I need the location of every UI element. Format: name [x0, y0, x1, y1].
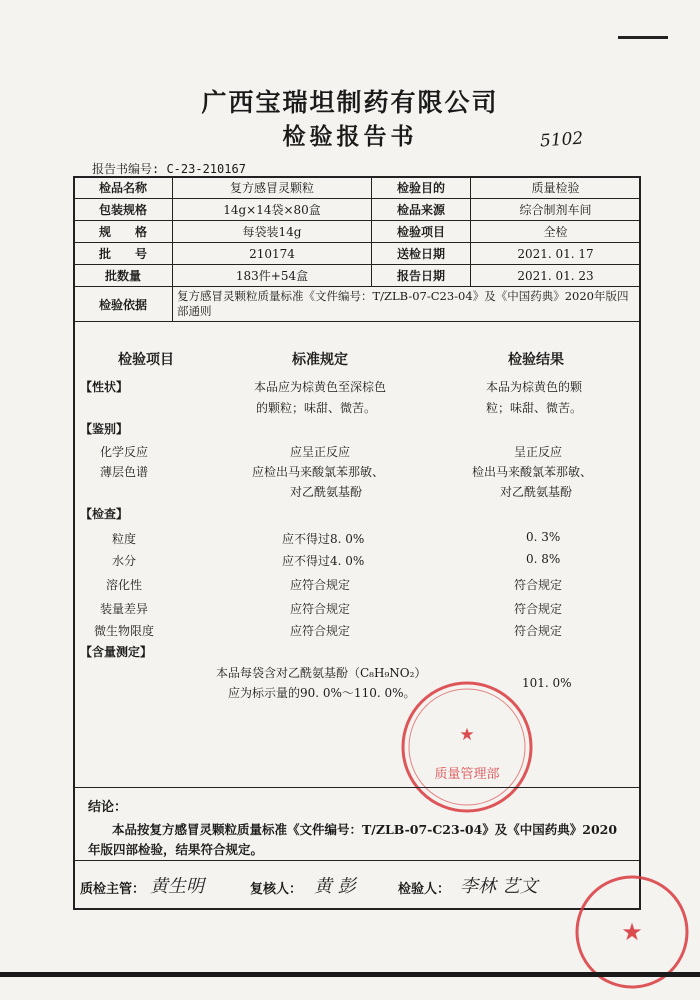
fill-std: 应符合规定 — [290, 602, 351, 616]
table-row — [74, 177, 641, 199]
supervisor-label: 质检主管： — [80, 882, 146, 897]
section-identify: 【鉴别】 — [80, 422, 129, 436]
report-date-value: 2021. 01. 23 — [471, 265, 641, 287]
basis-value: 复方感冒灵颗粒质量标准《文件编号：T/ZLB-07-C23-04》及《中国药典》2020年版四部通则 — [173, 287, 641, 322]
table-row — [74, 221, 641, 243]
spec-label: 规 格 — [74, 221, 173, 243]
product-label: 检品名称 — [74, 177, 173, 199]
divider — [73, 860, 641, 861]
section-assay: 【含量测定】 — [80, 645, 153, 659]
qty-value: 183件+54盒 — [173, 265, 372, 287]
section-check: 【检查】 — [80, 507, 129, 521]
tlc-res-2: 对乙酰氨基酚 — [500, 485, 573, 499]
sol-res: 符合规定 — [514, 578, 563, 592]
table-row — [74, 199, 641, 221]
section-character: 【性状】 — [80, 380, 129, 394]
chem-std: 应呈正反应 — [290, 445, 351, 459]
report-number: 报告书编号: C-23-210167 — [92, 162, 246, 176]
micro-std: 应符合规定 — [290, 624, 351, 638]
batch-value: 210174 — [173, 243, 372, 265]
product-value: 复方感冒灵颗粒 — [173, 177, 372, 199]
character-std-1: 本品应为棕黄色至深棕色 — [254, 380, 387, 394]
micro-item: 微生物限度 — [94, 624, 155, 638]
company-name: 广西宝瑞坦制药有限公司 — [201, 88, 499, 117]
item-label: 检验项目 — [372, 221, 471, 243]
assay-std-1: 本品每袋含对乙酰氨基酚（C₈H₉NO₂） — [216, 666, 427, 680]
col-item-header: 检验项目 — [118, 352, 174, 368]
tlc-std-2: 对乙酰氨基酚 — [290, 485, 363, 499]
reviewer-signature: 黄 彭 — [314, 876, 356, 897]
character-res-1: 本品为棕黄色的颗 — [486, 380, 583, 394]
info-table — [73, 176, 641, 322]
micro-res: 符合规定 — [514, 624, 563, 638]
purpose-label: 检验目的 — [372, 177, 471, 199]
sol-std: 应符合规定 — [290, 578, 351, 592]
conclusion-label: 结论： — [88, 800, 128, 815]
table-row — [74, 265, 641, 287]
handwritten-note: 5102 — [539, 128, 584, 152]
fill-res: 符合规定 — [514, 602, 563, 616]
inspector-signature: 李林 艺文 — [460, 876, 538, 897]
pack-label: 包装规格 — [74, 199, 173, 221]
water-res: 0. 8% — [526, 552, 561, 566]
qty-label: 批数量 — [74, 265, 173, 287]
source-value: 综合制剂车间 — [471, 199, 641, 221]
qa-department-seal — [398, 678, 536, 816]
purpose-value: 质量检验 — [471, 177, 641, 199]
pack-value: 14g×14袋×80盒 — [173, 199, 372, 221]
report-title: 检验报告书 — [282, 123, 418, 150]
send-date-label: 送检日期 — [372, 243, 471, 265]
tlc-res-1: 检出马来酸氯苯那敏、 — [472, 465, 593, 479]
tlc-std-1: 应检出马来酸氯苯那敏、 — [252, 465, 385, 479]
conclusion-text: 本品按复方感冒灵颗粒质量标准《文件编号：T/ZLB-07-C23-04》及《中国药典》2020年版四部检验，结果符合规定。 — [88, 822, 618, 857]
scan-mark — [618, 36, 668, 39]
scan-edge — [0, 972, 700, 977]
report-date-label: 报告日期 — [372, 265, 471, 287]
basis-label: 检验依据 — [74, 287, 173, 322]
supervisor-signature: 黄生明 — [150, 876, 204, 897]
assay-std-2: 应为标示量的90. 0%～110. 0%。 — [228, 686, 416, 700]
sol-item: 溶化性 — [106, 578, 143, 592]
source-label: 检品来源 — [372, 199, 471, 221]
svg-text:★: ★ — [459, 725, 475, 745]
water-item: 水分 — [112, 554, 137, 568]
chem-res: 呈正反应 — [514, 445, 563, 459]
chem-item: 化学反应 — [100, 445, 149, 459]
divider — [73, 787, 641, 788]
character-std-2: 的颗粒；味甜、微苦。 — [256, 401, 377, 415]
tlc-item: 薄层色谱 — [100, 465, 149, 479]
assay-res: 101. 0% — [522, 676, 572, 690]
size-item: 粒度 — [112, 532, 137, 546]
character-res-2: 粒；味甜、微苦。 — [486, 401, 583, 415]
size-std: 应不得过8. 0% — [282, 532, 365, 546]
svg-text:★: ★ — [621, 918, 643, 946]
water-std: 应不得过4. 0% — [282, 554, 365, 568]
item-value: 全检 — [471, 221, 641, 243]
size-res: 0. 3% — [526, 530, 561, 544]
batch-label: 批 号 — [74, 243, 173, 265]
col-standard-header: 标准规定 — [292, 352, 348, 368]
reviewer-label: 复核人： — [250, 882, 303, 897]
col-result-header: 检验结果 — [508, 352, 564, 368]
table-row — [74, 287, 641, 322]
fill-item: 装量差异 — [100, 602, 149, 616]
table-row — [74, 243, 641, 265]
send-date-value: 2021. 01. 17 — [471, 243, 641, 265]
spec-value: 每袋装14g — [173, 221, 372, 243]
svg-text:质量管理部: 质量管理部 — [434, 767, 500, 782]
inspector-label: 检验人： — [398, 882, 451, 897]
